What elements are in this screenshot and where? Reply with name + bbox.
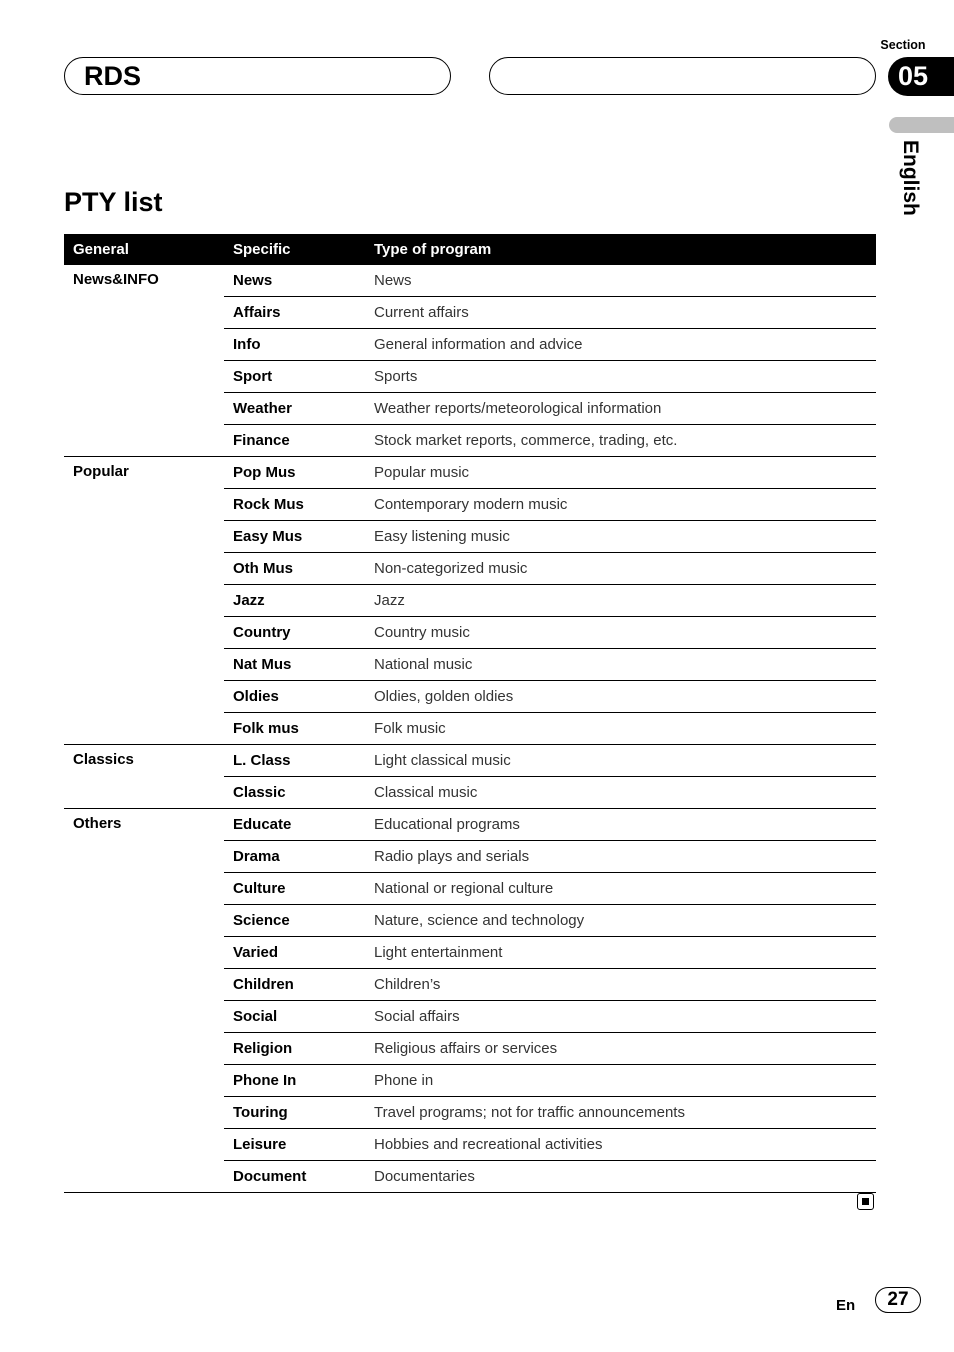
- specific-type: Finance: [224, 425, 365, 457]
- program-description: Oldies, golden oldies: [365, 681, 876, 713]
- program-description: Stock market reports, commerce, trading, etc.: [365, 425, 876, 457]
- specific-type: Leisure: [224, 1129, 365, 1161]
- table-row: [64, 457, 876, 489]
- specific-type: Weather: [224, 393, 365, 425]
- program-description: Travel programs; not for traffic announcements: [365, 1097, 876, 1129]
- program-description: Current affairs: [365, 297, 876, 329]
- specific-type: Phone In: [224, 1065, 365, 1097]
- program-description: National music: [365, 649, 876, 681]
- table-row: [64, 809, 876, 841]
- general-category: Popular: [64, 457, 224, 745]
- language-label: English: [899, 140, 922, 216]
- column-header-general: General: [64, 234, 224, 265]
- specific-type: Touring: [224, 1097, 365, 1129]
- specific-type: Social: [224, 1001, 365, 1033]
- column-header-type: Type of program: [365, 234, 876, 265]
- page-number: 27: [875, 1287, 921, 1313]
- specific-type: L. Class: [224, 745, 365, 777]
- program-description: Sports: [365, 361, 876, 393]
- specific-type: Affairs: [224, 297, 365, 329]
- pty-table: [64, 234, 876, 1193]
- specific-type: Pop Mus: [224, 457, 365, 489]
- specific-type: Children: [224, 969, 365, 1001]
- specific-type: Culture: [224, 873, 365, 905]
- table-header-row: [64, 234, 876, 265]
- table-row: [64, 745, 876, 777]
- specific-type: Info: [224, 329, 365, 361]
- program-description: Documentaries: [365, 1161, 876, 1193]
- empty-frame: [489, 57, 876, 95]
- general-category: Classics: [64, 745, 224, 809]
- specific-type: Sport: [224, 361, 365, 393]
- program-description: National or regional culture: [365, 873, 876, 905]
- program-description: General information and advice: [365, 329, 876, 361]
- program-description: Jazz: [365, 585, 876, 617]
- chapter-title: RDS: [84, 61, 142, 91]
- specific-type: Oldies: [224, 681, 365, 713]
- program-description: Nature, science and technology: [365, 905, 876, 937]
- specific-type: Drama: [224, 841, 365, 873]
- program-description: Classical music: [365, 777, 876, 809]
- end-mark-icon: [857, 1193, 874, 1210]
- program-description: Radio plays and serials: [365, 841, 876, 873]
- specific-type: Folk mus: [224, 713, 365, 745]
- program-description: Children’s: [365, 969, 876, 1001]
- specific-type: Nat Mus: [224, 649, 365, 681]
- section-label: Section: [880, 38, 926, 52]
- specific-type: Varied: [224, 937, 365, 969]
- specific-type: Document: [224, 1161, 365, 1193]
- specific-type: News: [224, 265, 365, 297]
- general-category: News&INFO: [64, 265, 224, 457]
- program-description: Non-categorized music: [365, 553, 876, 585]
- specific-type: Oth Mus: [224, 553, 365, 585]
- page-title: PTY list: [64, 187, 163, 217]
- program-description: Easy listening music: [365, 521, 876, 553]
- specific-type: Science: [224, 905, 365, 937]
- program-description: News: [365, 265, 876, 297]
- program-description: Light classical music: [365, 745, 876, 777]
- specific-type: Jazz: [224, 585, 365, 617]
- program-description: Contemporary modern music: [365, 489, 876, 521]
- program-description: Social affairs: [365, 1001, 876, 1033]
- language-tab: [889, 117, 954, 133]
- section-number-tab: 05: [888, 57, 954, 96]
- program-description: Light entertainment: [365, 937, 876, 969]
- specific-type: Classic: [224, 777, 365, 809]
- specific-type: Rock Mus: [224, 489, 365, 521]
- program-description: Folk music: [365, 713, 876, 745]
- table-row: [64, 265, 876, 297]
- general-category: Others: [64, 809, 224, 1193]
- table-body: [64, 265, 876, 1193]
- program-description: Phone in: [365, 1065, 876, 1097]
- program-description: Weather reports/meteorological information: [365, 393, 876, 425]
- program-description: Religious affairs or services: [365, 1033, 876, 1065]
- program-description: Popular music: [365, 457, 876, 489]
- program-description: Hobbies and recreational activities: [365, 1129, 876, 1161]
- program-description: Country music: [365, 617, 876, 649]
- specific-type: Country: [224, 617, 365, 649]
- specific-type: Religion: [224, 1033, 365, 1065]
- program-description: Educational programs: [365, 809, 876, 841]
- language-code: En: [836, 1297, 856, 1314]
- column-header-specific: Specific: [224, 234, 365, 265]
- specific-type: Easy Mus: [224, 521, 365, 553]
- specific-type: Educate: [224, 809, 365, 841]
